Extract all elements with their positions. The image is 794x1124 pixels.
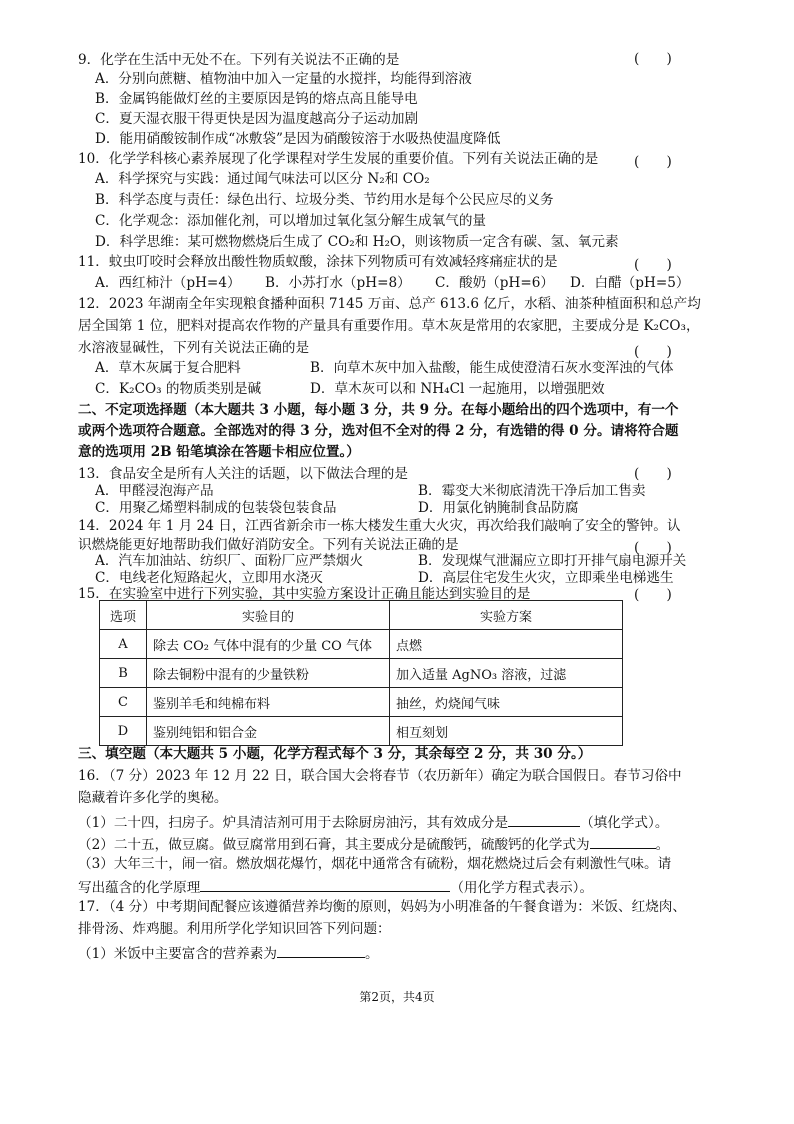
q16-part-2-suffix: 。 <box>655 837 670 853</box>
q16-blank-2[interactable] <box>590 834 656 849</box>
table-cell-purpose: 除去 CO₂ 气体中混有的少量 CO 气体 <box>147 630 390 659</box>
q12-answer-bracket[interactable]: ( ) <box>634 344 672 360</box>
page-footer: 第2页，共4页 <box>359 990 435 1004</box>
q16-part-3-text: 写出蕴含的化学原理 <box>78 880 201 896</box>
q11-option-b: B．小苏打水（pH=8） <box>265 275 411 291</box>
table-cell-option: D <box>100 717 147 746</box>
q16-part-1-text: （1）二十四，扫房子。炉具清洁剂可用于去除厨房油污，其有效成分是 <box>78 815 509 831</box>
q12-line-1: 12．2023 年湖南全年实现粮食播种面积 7145 万亩、总产 613.6 亿斤，水稻、油茶种植面积和总产均 <box>78 296 701 312</box>
q13-stem: 13．食品安全是所有人关注的话题，以下做法合理的是 <box>78 466 408 482</box>
q9-answer-bracket[interactable]: ( ) <box>634 51 672 67</box>
q13-option-b: B．霉变大米彻底清洗干净后加工售卖 <box>418 483 646 499</box>
q9-option-d: D．能用硝酸铵制作成“冰敷袋”是因为硝酸铵溶于水吸热使温度降低 <box>95 131 501 147</box>
q14-option-c: C．电线老化短路起火，立即用水浇灭 <box>95 570 323 586</box>
q14-line-2: 识燃烧能更好地帮助我们做好消防安全。下列有关说法正确的是 <box>78 537 459 553</box>
q11-stem: 11．蚊虫叮咬时会释放出酸性物质蚁酸，涂抹下列物质可有效减轻疼痛症状的是 <box>78 254 558 270</box>
q12-option-d: D．草木灰可以和 NH₄Cl 一起施用，以增强肥效 <box>310 381 605 397</box>
q12-line-3: 水溶液显碱性，下列有关说法正确的是 <box>78 340 310 356</box>
q13-option-c: C．用聚乙烯塑料制成的包装袋包装食品 <box>95 500 337 516</box>
table-header-plan: 实验方案 <box>390 601 623 630</box>
q12-option-b: B．向草木灰中加入盐酸，能生成使澄清石灰水变浑浊的气体 <box>310 360 674 376</box>
q17-part-1-suffix: 。 <box>364 946 379 962</box>
table-cell-option: A <box>100 630 147 659</box>
q12-option-c: C．K₂CO₃ 的物质类别是碱 <box>95 381 262 397</box>
table-row <box>100 630 623 659</box>
q15-answer-bracket[interactable]: ( ) <box>634 587 672 603</box>
table-cell-purpose: 除去铜粉中混有的少量铁粉 <box>147 659 390 688</box>
q9-stem: 9．化学在生活中无处不在。下列有关说法不正确的是 <box>78 52 400 68</box>
q11-option-a: A．西红柿汁（pH=4） <box>95 275 241 291</box>
q16-part-1 <box>78 812 668 831</box>
table-cell-plan: 抽丝，灼烧闻气味 <box>390 688 623 717</box>
q11-option-c: C．酸奶（pH=6） <box>435 275 554 291</box>
q16-line-2: 隐藏着许多化学的奥秘。 <box>78 790 228 806</box>
q13-option-d: D．用氯化钠腌制食品防腐 <box>418 500 579 516</box>
table-cell-option: B <box>100 659 147 688</box>
q16-part-3-suffix: （用化学方程式表示）。 <box>450 880 594 896</box>
q10-option-a: A．科学探究与实践：通过闻气味法可以区分 N₂和 CO₂ <box>95 171 430 187</box>
table-cell-option: C <box>100 688 147 717</box>
q15-stem: 15．在实验室中进行下列实验，其中实验方案设计正确且能达到实验目的是 <box>78 586 531 602</box>
section-2-heading-line-1: 二、不定项选择题（本大题共 3 小题，每小题 3 分，共 9 分。在每小题给出的四个选项中，有一个 <box>78 402 679 418</box>
q16-part-2 <box>78 834 669 853</box>
q17-part-1 <box>78 943 379 962</box>
q10-answer-bracket[interactable]: ( ) <box>634 154 672 170</box>
table-cell-plan: 加入适量 AgNO₃ 溶液，过滤 <box>390 659 623 688</box>
q13-option-a: A．甲醛浸泡海产品 <box>95 483 214 499</box>
q9-option-b: B．金属钨能做灯丝的主要原因是钨的熔点高且能导电 <box>95 91 418 107</box>
q16-part-3-line-2 <box>78 877 593 896</box>
q10-option-c: C．化学观念：添加催化剂，可以增加过氧化氢分解生成氧气的量 <box>95 213 487 229</box>
q12-option-a: A．草木灰属于复合肥料 <box>95 360 241 376</box>
table-row <box>100 717 623 746</box>
table-header-purpose: 实验目的 <box>147 601 390 630</box>
table-cell-plan: 相互刻划 <box>390 717 623 746</box>
table-cell-purpose: 鉴别羊毛和纯棉布料 <box>147 688 390 717</box>
q17-line-2: 排骨汤、炸鸡腿。利用所学化学知识回答下列问题： <box>78 921 391 937</box>
q9-option-c: C．夏天湿衣服干得更快是因为温度越高分子运动加剧 <box>95 111 419 127</box>
q16-blank-3[interactable] <box>200 877 450 892</box>
section-2-heading-line-2: 或两个选项符合题意。全部选对的得 3 分，选对但不全对的得 2 分，有选错的得 0 分。请将符合题 <box>78 423 679 439</box>
q14-option-a: A．汽车加油站、纺织厂、面粉厂应严禁烟火 <box>95 553 364 569</box>
q10-option-b: B．科学态度与责任：绿色出行、垃圾分类、节约用水是每个公民应尽的义务 <box>95 192 554 208</box>
q14-option-d: D．高层住宅发生火灾，立即乘坐电梯逃生 <box>418 570 674 586</box>
q14-line-1: 14．2024 年 1 月 24 日，江西省新余市一栋大楼发生重大火灾，再次给我们敲响了安全的警钟。认 <box>78 518 681 534</box>
table-cell-purpose: 鉴别纯铝和铝合金 <box>147 717 390 746</box>
section-2-heading-line-3: 意的选项用 2B 铅笔填涂在答题卡相应位置。） <box>78 444 360 460</box>
table-row <box>100 688 623 717</box>
q14-option-b: B．发现煤气泄漏应立即打开排气扇电源开关 <box>418 553 687 569</box>
q16-blank-1[interactable] <box>508 812 580 827</box>
q16-part-2-text: （2）二十五，做豆腐。做豆腐常用到石膏，其主要成分是硫酸钙，硫酸钙的化学式为 <box>78 837 590 853</box>
q10-option-d: D．科学思维：某可燃物燃烧后生成了 CO₂和 H₂O，则该物质一定含有碳、氢、氧元素 <box>95 234 619 250</box>
q16-line-1: 16．（7 分）2023 年 12 月 22 日，联合国大会将春节（农历新年）确定为联合国假日。春节习俗中 <box>78 768 682 784</box>
q9-option-a: A．分别向蔗糖、植物油中加入一定量的水搅拌，均能得到溶液 <box>95 71 472 87</box>
q14-answer-bracket[interactable]: ( ) <box>634 540 672 556</box>
table-header-option: 选项 <box>100 601 147 630</box>
q10-stem: 10．化学学科核心素养展现了化学课程对学生发展的重要价值。下列有关说法正确的是 <box>78 151 599 167</box>
q17-blank-1[interactable] <box>277 943 365 958</box>
table-cell-plan: 点燃 <box>390 630 623 659</box>
q13-answer-bracket[interactable]: ( ) <box>634 466 672 482</box>
q11-option-d: D．白醋（pH=5） <box>570 275 690 291</box>
q12-line-2: 居全国第 1 位，肥料对提高农作物的产量具有重要作用。草木灰是常用的农家肥，主要成分是 K₂CO₃， <box>78 318 700 334</box>
q16-part-3: （3）大年三十，闹一宿。燃放烟花爆竹，烟花中通常含有硫粉，烟花燃烧过后会有刺激性气味。请 <box>78 856 672 872</box>
q11-answer-bracket[interactable]: ( ) <box>634 257 672 273</box>
q17-part-1-text: （1）米饭中主要富含的营养素为 <box>78 946 277 962</box>
table-header-row <box>100 601 623 630</box>
table-row <box>100 659 623 688</box>
experiment-table <box>99 600 623 746</box>
q17-line-1: 17．（4 分）中考期间配餐应该遵循营养均衡的原则，妈妈为小明准备的午餐食谱为：米饭、红烧肉、 <box>78 899 686 915</box>
q16-part-1-suffix: （填化学式）。 <box>580 815 669 831</box>
section-3-heading: 三、填空题（本大题共 5 小题，化学方程式每个 3 分，其余每空 2 分，共 30 分。） <box>78 746 592 762</box>
